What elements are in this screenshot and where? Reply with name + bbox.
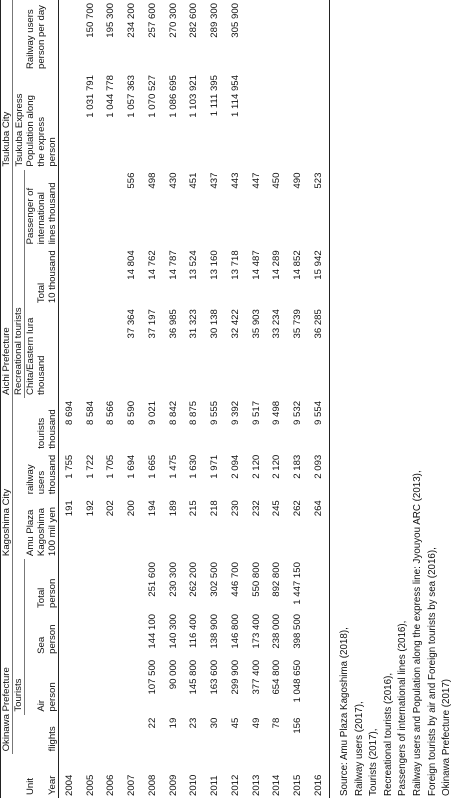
cell-rail: 2 120 — [250, 454, 262, 479]
sources-block — [338, 6, 455, 796]
table-row — [204, 0, 225, 798]
cell-rail: 2 120 — [271, 454, 283, 479]
cell-chita: 32 422 — [229, 309, 241, 339]
cell-amu: 202 — [105, 500, 117, 517]
cell-rtotal: 14 852 — [292, 250, 304, 280]
cell-sea: 116 400 — [188, 613, 200, 648]
table-body — [59, 0, 330, 798]
cell-chita: 33 234 — [271, 309, 283, 339]
cell-rail: 2 094 — [229, 454, 241, 479]
cell-tour: 9 517 — [250, 400, 262, 425]
cell-tour: 8 590 — [126, 400, 138, 425]
table-row — [142, 0, 163, 798]
cell-tx: 1 070 527 — [146, 75, 158, 118]
tx-unit: person — [47, 72, 59, 170]
cell-air — [101, 657, 122, 715]
cell-flights — [101, 715, 122, 755]
blank — [13, 715, 25, 755]
cell-sea — [308, 611, 329, 657]
tour-unit: thousand — [47, 398, 59, 452]
unit-row — [47, 0, 59, 798]
cell-total: 550 800 — [250, 562, 262, 597]
cell-year: 2015 — [292, 774, 304, 796]
cell-tx: 1 057 363 — [126, 75, 138, 118]
cell-flights — [121, 715, 142, 755]
cell-total — [121, 559, 142, 611]
intl-3-unit — [47, 170, 59, 248]
cell-air: 299 900 — [229, 659, 241, 695]
cell-tx — [287, 72, 308, 170]
table-row — [267, 0, 288, 798]
group-okinawa: Okinawa Prefecture — [1, 559, 13, 754]
cell-intl: 450 — [271, 172, 283, 189]
cell-ru: 282 600 — [188, 3, 200, 38]
table-row — [225, 0, 246, 798]
cell-rail: 1 755 — [63, 454, 75, 479]
air-unit: person — [47, 657, 59, 715]
cell-sea: 144 100 — [146, 613, 158, 649]
cell-amu: 215 — [188, 500, 200, 517]
cell-flights: 156 — [292, 717, 304, 734]
cell-ru: 305 900 — [229, 3, 241, 38]
cell-year: 2013 — [250, 774, 262, 796]
cell-rail: 1 475 — [167, 454, 179, 479]
cell-amu: 218 — [209, 500, 221, 517]
cell-sea: 173 400 — [250, 613, 262, 649]
source-line: Tourists (2017), — [368, 728, 380, 796]
table-row — [308, 0, 329, 798]
cell-rail: 1 971 — [209, 454, 221, 479]
cell-sea: 140 300 — [167, 613, 179, 649]
cell-rail: 2 093 — [308, 452, 329, 497]
group-tsukuba: Tsukuba City — [1, 0, 13, 170]
unit-label: Unit — [25, 777, 36, 795]
cell-tour: 9 532 — [292, 400, 304, 425]
ru-header-1: Railway users — [25, 9, 36, 70]
cell-rail: 1 630 — [188, 454, 200, 479]
cell-year: 2008 — [146, 774, 158, 796]
cell-intl: 443 — [229, 172, 241, 189]
cell-total: 230 300 — [167, 562, 179, 597]
total-unit: person — [47, 559, 59, 611]
amu-header-1: Amu Plaza — [25, 509, 36, 557]
table-row — [59, 0, 80, 798]
cell-air: 107 500 — [146, 659, 158, 695]
cell-year: 2014 — [271, 774, 283, 796]
cell-tour: 9 554 — [308, 398, 329, 452]
cell-ru: 257 600 — [146, 3, 158, 38]
cell-rtotal: 14 487 — [250, 250, 262, 280]
blank — [47, 306, 59, 398]
cell-sea: 398 500 — [292, 613, 304, 649]
chita-header-1: Chita/Eastern Iura — [25, 317, 36, 395]
cell-tour: 9 555 — [209, 400, 221, 425]
cell-air: 163 600 — [209, 659, 221, 695]
subgroup-header-row — [13, 0, 25, 798]
cell-intl: 490 — [292, 172, 304, 189]
flights-header: flights — [47, 715, 59, 755]
intl-header-2: international — [36, 192, 47, 245]
cell-sea: 138 900 — [209, 613, 221, 649]
blank — [13, 497, 25, 559]
cell-chita: 30 138 — [209, 309, 221, 339]
cell-flights — [308, 715, 329, 755]
group-header-row — [1, 0, 13, 798]
table-row — [121, 0, 142, 798]
cell-tx — [267, 72, 288, 170]
cell-amu: 245 — [271, 500, 283, 517]
column-header-row-2 — [36, 0, 47, 798]
cell-rtotal — [59, 247, 80, 306]
subgroup-tourists: Tourists — [13, 559, 25, 715]
cell-amu: 262 — [292, 500, 304, 517]
cell-rtotal: 13 160 — [209, 250, 221, 280]
cell-total — [59, 559, 80, 611]
cell-rail: 1 694 — [126, 454, 138, 479]
cell-ru: 195 300 — [105, 3, 117, 38]
cell-rtotal: 13 718 — [229, 250, 241, 280]
cell-total: 892 800 — [271, 562, 283, 597]
cell-intl — [59, 170, 80, 248]
source-line: Railway users (2017), — [353, 701, 365, 796]
cell-chita: 35 739 — [292, 309, 304, 339]
source-line: Passengers of international lines (2016), — [397, 620, 409, 796]
cell-amu: 192 — [84, 500, 96, 517]
cell-tour: 8 875 — [188, 400, 200, 425]
cell-tour: 9 021 — [146, 400, 158, 425]
tour-header: tourists — [36, 417, 47, 449]
rail-header-2: users — [36, 470, 47, 495]
cell-chita — [59, 306, 80, 398]
cell-air: 90 000 — [167, 659, 179, 690]
cell-air — [121, 657, 142, 715]
cell-sea — [101, 611, 122, 657]
cell-air — [308, 657, 329, 715]
cell-ru: 150 700 — [84, 3, 96, 38]
cell-tx: 1 114 954 — [229, 75, 241, 117]
blank — [36, 754, 47, 798]
blank — [13, 398, 25, 452]
table-row — [287, 0, 308, 798]
rtotal-header: Total — [36, 282, 47, 304]
cell-sea: 238 000 — [271, 613, 283, 649]
cell-chita — [80, 306, 101, 398]
cell-air: 377 400 — [250, 659, 262, 695]
blank — [25, 559, 37, 611]
cell-intl: 447 — [250, 172, 262, 189]
cell-rail: 1 665 — [146, 454, 158, 479]
intl-header-3: lines — [47, 224, 58, 245]
cell-tour: 8 694 — [63, 400, 75, 425]
cell-rtotal: 14 289 — [271, 250, 283, 280]
year-header: Year — [47, 754, 59, 798]
amu-header-2: Kagoshima — [36, 508, 47, 557]
blank — [13, 452, 25, 497]
blank — [25, 715, 37, 755]
cell-rtotal — [101, 247, 122, 306]
blank — [36, 715, 47, 755]
cell-total: 251 600 — [146, 562, 158, 597]
cell-chita — [101, 306, 122, 398]
sea-header: Sea — [36, 636, 47, 654]
cell-rtotal: 14 804 — [126, 250, 138, 280]
cell-tx: 1 111 395 — [209, 75, 221, 117]
intl-unit: thousand — [47, 182, 58, 222]
cell-total — [80, 559, 101, 611]
cell-tx: 1 044 778 — [105, 75, 117, 118]
rtotal-unit: 10 thousand — [47, 247, 59, 306]
cell-intl: 451 — [188, 172, 200, 189]
cell-flights: 23 — [188, 717, 200, 729]
cell-rtotal: 15 942 — [308, 247, 329, 306]
source-line: Railway users and Population along the express line: Jyouyou ARC (2013), — [411, 470, 423, 796]
cell-flights: 45 — [229, 717, 241, 729]
cell-amu: 200 — [126, 500, 138, 517]
chita-unit: thousand — [36, 355, 47, 395]
cell-chita: 36 985 — [167, 309, 179, 339]
blank — [25, 611, 37, 657]
cell-sea — [59, 611, 80, 657]
cell-ru: 289 300 — [209, 3, 221, 38]
cell-tx — [246, 72, 267, 170]
table-row — [184, 0, 205, 798]
cell-air — [59, 657, 80, 715]
cell-tx — [308, 72, 329, 170]
cell-total: 1 447 150 — [292, 562, 304, 605]
cell-rtotal: 14 762 — [146, 250, 158, 280]
cell-tour: 8 584 — [84, 400, 96, 425]
table-row — [101, 0, 122, 798]
cell-flights: 78 — [271, 717, 283, 729]
cell-chita: 36 285 — [308, 306, 329, 398]
rail-unit: thousand — [47, 452, 59, 497]
table-row — [80, 0, 101, 798]
cell-intl — [101, 170, 122, 248]
cell-air: 145 800 — [188, 659, 200, 695]
blank — [13, 0, 25, 72]
intl-header-1: Passenger of — [25, 187, 36, 245]
cell-rail: 2 183 — [292, 454, 304, 479]
cell-ru: 234 200 — [126, 3, 138, 38]
cell-amu: 230 — [229, 500, 241, 517]
cell-year: 2009 — [167, 774, 179, 796]
cell-tour: 8 842 — [167, 400, 179, 425]
rail-header-1: railway — [25, 464, 36, 495]
ru-unit: person per day — [36, 5, 47, 70]
cell-year: 2004 — [63, 774, 75, 796]
cell-total — [308, 559, 329, 611]
cell-tx: 1 031 791 — [84, 75, 96, 118]
source-line: Foreign tourists by air and Foreign tourists by sea (2016), — [426, 547, 438, 796]
blank — [25, 657, 37, 715]
cell-amu: 189 — [167, 500, 179, 517]
group-kagoshima: Kagoshima City — [1, 398, 13, 559]
cell-amu: 264 — [308, 497, 329, 559]
group-aichi: Aichi Prefecture — [1, 170, 13, 398]
cell-total: 302 500 — [209, 562, 221, 597]
cell-intl: 437 — [209, 172, 221, 189]
cell-year: 2012 — [229, 774, 241, 796]
cell-ru — [308, 0, 329, 72]
cell-intl: 498 — [146, 172, 158, 189]
cell-air: 654 800 — [271, 659, 283, 695]
cell-amu: 194 — [146, 500, 158, 517]
cell-ru — [287, 0, 308, 72]
cell-flights: 19 — [167, 717, 179, 729]
air-header: Air — [36, 699, 47, 712]
cell-rtotal: 13 524 — [188, 250, 200, 280]
corner-cell — [1, 754, 13, 798]
cell-rtotal: 14 787 — [167, 250, 179, 280]
cell-rail: 1 705 — [105, 454, 117, 479]
cell-tx: 1 086 695 — [167, 75, 179, 118]
table-row — [163, 0, 184, 798]
sea-unit: person — [47, 611, 59, 657]
cell-intl: 556 — [126, 172, 138, 189]
cell-rail: 1 722 — [84, 454, 96, 479]
column-header-row — [25, 0, 37, 798]
cell-total — [101, 559, 122, 611]
amu-unit: 100 mil yen — [47, 497, 59, 559]
cell-year: 2010 — [188, 774, 200, 796]
cell-year: 2006 — [105, 774, 117, 796]
cell-flights — [59, 715, 80, 755]
source-line: Okinawa Prefecture (2017) — [441, 678, 453, 796]
blank — [25, 398, 37, 452]
table-row — [246, 0, 267, 798]
cell-tour: 9 498 — [271, 400, 283, 425]
total-header: Total — [36, 587, 47, 608]
cell-intl: 430 — [167, 172, 179, 189]
tx-header-1: Tsukuba Express — [13, 93, 25, 167]
cell-flights: 30 — [209, 717, 221, 729]
cell-flights: 22 — [146, 717, 158, 729]
source-line: Recreational tourists (2016), — [382, 672, 394, 796]
cell-chita: 31 323 — [188, 309, 200, 339]
cell-amu: 232 — [250, 500, 262, 517]
cell-amu: 191 — [63, 500, 75, 517]
cell-intl: 523 — [308, 170, 329, 248]
cell-intl — [80, 170, 101, 248]
subgroup-recreational: Recreational tourists — [13, 170, 25, 398]
cell-tx: 1 103 921 — [188, 75, 200, 118]
cell-tour: 8 566 — [105, 400, 117, 425]
cell-total: 446 700 — [229, 562, 241, 597]
cell-air: 1 048 650 — [292, 659, 304, 703]
cell-chita: 37 197 — [146, 309, 158, 339]
blank — [25, 247, 37, 306]
cell-air — [80, 657, 101, 715]
cell-tour: 9 392 — [229, 400, 241, 425]
tx-header-3: the express — [36, 116, 47, 167]
cell-flights — [80, 715, 101, 755]
blank — [47, 0, 59, 72]
cell-year: 2007 — [126, 774, 138, 796]
cell-ru: 270 300 — [167, 3, 179, 38]
cell-ru — [267, 0, 288, 72]
cell-total: 262 200 — [188, 562, 200, 597]
cell-tx — [59, 72, 80, 170]
cell-year: 2016 — [308, 754, 329, 798]
cell-sea — [80, 611, 101, 657]
cell-sea: 146 800 — [229, 613, 241, 649]
tx-header-2: Population along — [25, 95, 36, 167]
cell-sea — [121, 611, 142, 657]
blank — [13, 754, 25, 798]
cell-ru — [246, 0, 267, 72]
cell-year: 2005 — [84, 774, 96, 796]
cell-flights: 49 — [250, 717, 262, 729]
cell-chita: 35 903 — [250, 309, 262, 339]
cell-year: 2011 — [209, 775, 221, 796]
cell-ru — [59, 0, 80, 72]
cell-chita: 37 364 — [126, 309, 138, 339]
cell-rtotal — [80, 247, 101, 306]
source-line: Source: Amu Plaza Kagoshima (2018), — [339, 627, 350, 796]
